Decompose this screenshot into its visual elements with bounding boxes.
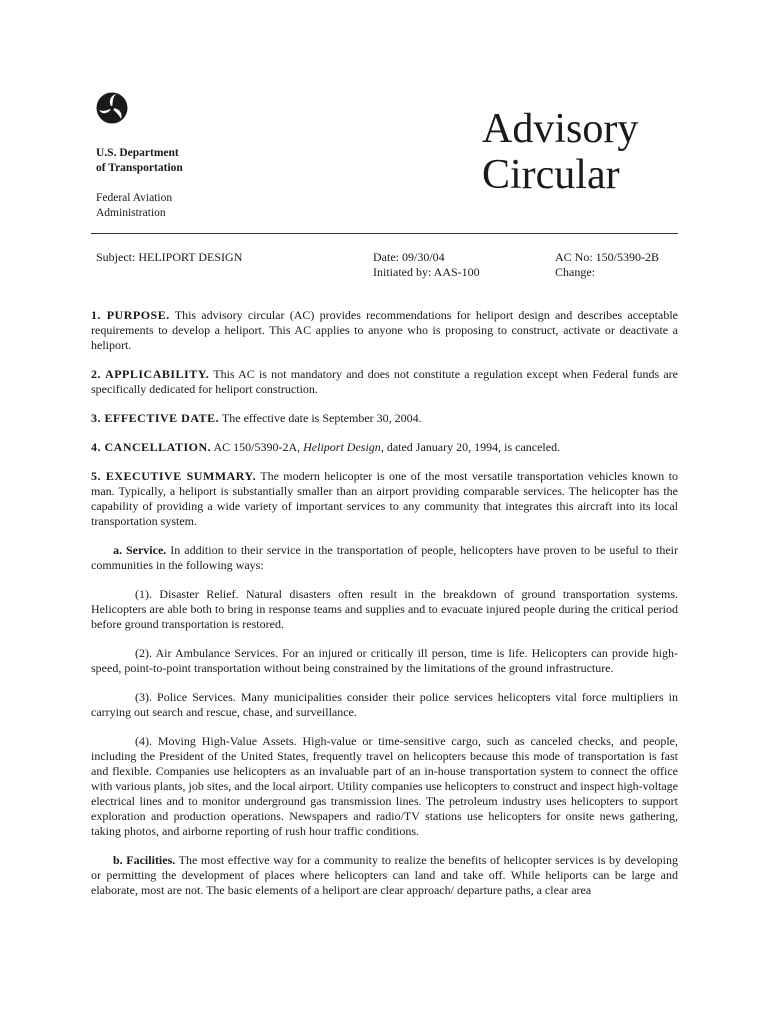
subsection-heading: a. Service.: [113, 543, 167, 557]
section-heading: 1. PURPOSE.: [91, 308, 170, 322]
agency-name: [96, 146, 183, 176]
initiated-by-line: Initiated by: AAS-100: [373, 265, 480, 279]
section-text: AC 150/5390-2A,: [211, 440, 304, 454]
section-effective-date: [91, 411, 678, 426]
section-text: The modern helicopter is one of the most versatile transportation vehicles known to man. Typically, a heliport is substantially smaller than an airport providing comparable services. The helicopter has the capability of providing a wide variety of important services to any community that integrates this aircraft into its local transportation system.: [91, 469, 678, 528]
section-text: This AC is not mandatory and does not constitute a regulation except when Federal funds are specifically dedicated for heliport construction.: [91, 367, 678, 396]
title-line-1: Advisory: [482, 106, 639, 152]
section-heading: 5. EXECUTIVE SUMMARY.: [91, 469, 257, 483]
subsection-service: [91, 543, 678, 573]
document-body: [91, 308, 678, 912]
paragraph-police-services: (3). Police Services. Many municipalities consider their police services helicopters vital force multipliers in carrying out search and rescue, chase, and surveillance.: [91, 690, 678, 719]
section-applicability: [91, 367, 678, 397]
paragraph-disaster-relief: (1). Disaster Relief. Natural disasters often result in the breakdown of ground transportation systems. Helicopters are able both to bring in response teams and supplies and to evacuate injured people during the critical period before ground transportation is restored.: [91, 587, 678, 631]
subsection-text: In addition to their service in the transportation of people, helicopters have proven to be useful to their communities in the following ways:: [91, 543, 679, 572]
agency-line-2: of Transportation: [96, 162, 183, 174]
subsection-heading: b. Facilities.: [113, 853, 176, 867]
agency-line-1: U.S. Department: [96, 147, 179, 159]
section-text: The effective date is September 30, 2004.: [219, 411, 422, 425]
section-heading: 4. CANCELLATION.: [91, 440, 212, 454]
change-line: Change:: [555, 265, 595, 279]
section-purpose: [91, 308, 678, 353]
cancelled-doc-title: Heliport Design: [303, 440, 381, 454]
section-heading: 3. EFFECTIVE DATE.: [91, 411, 220, 425]
section-text: This advisory circular (AC) provides recommendations for heliport design and describes acceptable requirements to develop a heliport. This AC applies to anyone who is proposing to construct, activate or deactivate a heliport.: [91, 308, 678, 352]
section-cancellation: [91, 440, 678, 455]
section-text: , dated January 20, 1994, is canceled.: [380, 440, 561, 454]
document-title: [482, 106, 638, 198]
section-executive-summary: [91, 469, 678, 529]
sub-agency-line-2: Administration: [96, 207, 166, 219]
ac-number-line: AC No: 150/5390-2B: [555, 250, 660, 264]
paragraph-high-value-assets: (4). Moving High-Value Assets. High-value or time-sensitive cargo, such as canceled checks, and people, including the President of the United States, frequently travel on helicopters because this mode of transportation is fast and flexible. Companies use helicopters as an invaluable part of an in-house transportation system to connect the office with various plants, job sites, and the local airport. Utility companies use helicopters to construct and inspect high-voltage electrical lines and to monitor underground gas transmission lines. The petroleum industry uses helicopters to support exploration and production operations. Newspapers and radio/TV stations use helicopters for onsite news gathering, taking photos, and airborne reporting of rush hour traffic conditions.: [91, 734, 678, 838]
section-heading: 2. APPLICABILITY.: [91, 367, 210, 381]
header-divider: [91, 233, 678, 234]
sub-agency-name: [96, 191, 172, 221]
subject-line: Subject: HELIPORT DESIGN: [96, 250, 243, 264]
dot-logo-icon: [96, 92, 128, 124]
date-line: Date: 09/30/04: [373, 250, 445, 264]
sub-agency-line-1: Federal Aviation: [96, 192, 173, 204]
subsection-text: The most effective way for a community to realize the benefits of helicopter services is by developing or permitting the development of places where helicopters can land and take off. While heliports can be large and elaborate, most are not. The basic elements of a heliport are clear approach/ departure paths, a clear area: [91, 853, 678, 897]
paragraph-air-ambulance: (2). Air Ambulance Services. For an injured or critically ill person, time is life. Helicopters can provide high-speed, point-to-point transportation without being constrained by the limitations of the ground infrastructure.: [91, 646, 678, 675]
subsection-facilities: [91, 853, 678, 898]
title-line-2: Circular: [482, 152, 620, 198]
